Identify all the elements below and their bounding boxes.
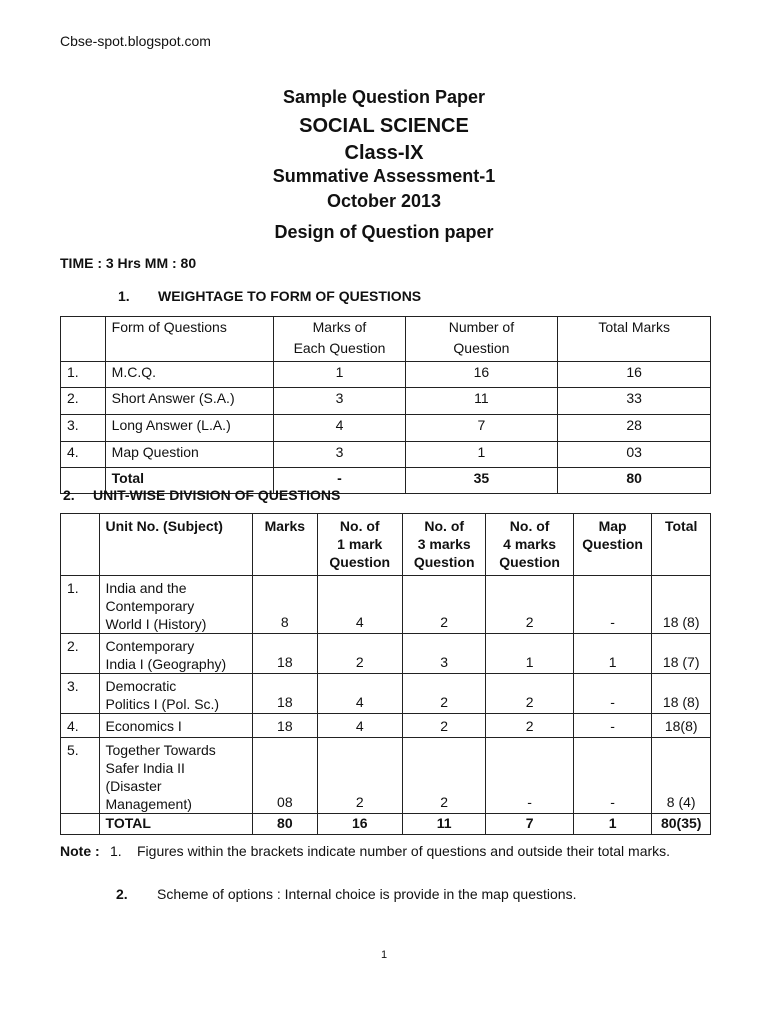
note-label: Note : — [60, 843, 100, 859]
cell: 1. — [61, 576, 100, 634]
cell: 3. — [61, 415, 106, 442]
cell: 2. — [61, 388, 106, 415]
design-title: Design of Question paper — [274, 222, 494, 242]
site-url: Cbse-spot.blogspot.com — [60, 33, 211, 49]
cell — [99, 714, 253, 738]
date-title: October 2013 — [326, 191, 442, 211]
cell: 18 (8) — [652, 674, 711, 714]
cell: 2 — [402, 714, 485, 738]
cell: 2 — [317, 634, 402, 674]
cell: 2 — [317, 738, 402, 814]
cell: 4 — [317, 576, 402, 634]
cell: 18 (7) — [652, 634, 711, 674]
section1-title: WEIGHTAGE TO FORM OF QUESTIONS — [158, 288, 422, 304]
cell: 1 — [405, 442, 558, 468]
assessment-title: Summative Assessment-1 — [272, 166, 496, 186]
unit-text: India I (Geography) — [105, 656, 227, 672]
header-cell: Marks — [253, 514, 317, 576]
cell: 11 — [405, 388, 558, 415]
header-cell: Unit No. (Subject) — [99, 514, 253, 576]
cell: 3 — [274, 388, 405, 415]
cell: 2 — [402, 738, 485, 814]
class-title: Class-IX — [344, 142, 424, 164]
cell: 5. — [61, 738, 100, 814]
cell: 3 — [402, 634, 485, 674]
unit-text: Economics I — [105, 718, 182, 734]
cell: 11 — [402, 814, 485, 835]
subject-title: SOCIAL SCIENCE — [299, 115, 469, 137]
header-text: 1 mark — [337, 536, 383, 552]
cell: 2 — [486, 576, 573, 634]
cell — [61, 814, 100, 835]
unit-text: (Disaster — [105, 778, 162, 794]
cell: 7 — [486, 814, 573, 835]
note2-number: 2. — [116, 886, 128, 902]
cell: 1 — [274, 362, 405, 388]
section2-title: UNIT-WISE DIVISION OF QUESTIONS — [93, 487, 341, 503]
paper-title: Sample Question Paper — [282, 87, 486, 107]
header-cell — [61, 514, 100, 576]
cell: 7 — [405, 415, 558, 442]
section1-number: 1. — [118, 288, 130, 304]
header-cell — [486, 514, 573, 576]
unit-text: Safer India II — [105, 760, 185, 776]
header-cell — [317, 514, 402, 576]
table-row — [61, 362, 711, 388]
header-cell — [573, 514, 652, 576]
cell: 2 — [402, 674, 485, 714]
section2-number: 2. — [63, 487, 75, 503]
cell: 80(35) — [652, 814, 711, 835]
table-row — [61, 674, 711, 714]
cell: 1. — [61, 362, 106, 388]
cell: Map Question — [105, 442, 274, 468]
cell: 1 — [486, 634, 573, 674]
table-row — [61, 576, 711, 634]
cell: 28 — [558, 415, 711, 442]
cell: 08 — [253, 738, 317, 814]
cell: Long Answer (L.A.) — [105, 415, 274, 442]
time-marks: TIME : 3 Hrs MM : 80 — [60, 255, 197, 271]
table-row — [61, 714, 711, 738]
cell: 4 — [274, 415, 405, 442]
cell: 1 — [573, 814, 652, 835]
cell: 35 — [405, 468, 558, 494]
cell: - — [486, 738, 573, 814]
cell: 1 — [573, 634, 652, 674]
cell: 18 — [253, 714, 317, 738]
header-text: Question — [499, 554, 560, 570]
cell: 2 — [486, 674, 573, 714]
cell: 2 — [486, 714, 573, 738]
cell: Short Answer (S.A.) — [105, 388, 274, 415]
cell: 4. — [61, 714, 100, 738]
cell: - — [573, 714, 652, 738]
cell: 16 — [405, 362, 558, 388]
header-text: Question — [329, 554, 391, 570]
unit-text: Together Towards — [105, 742, 216, 758]
cell: 8 — [253, 576, 317, 634]
header-text: Question — [453, 340, 510, 356]
cell: 8 (4) — [652, 738, 711, 814]
header-text: 4 marks — [503, 536, 557, 552]
table-row — [61, 388, 711, 415]
table-header-row — [61, 317, 711, 362]
header-text: Question — [582, 536, 643, 552]
cell: 03 — [558, 442, 711, 468]
page-number: 1 — [380, 949, 388, 961]
cell: 4. — [61, 442, 106, 468]
cell — [99, 738, 253, 814]
note1-number: 1. — [110, 843, 122, 859]
unit-text: World I (History) — [105, 616, 207, 632]
cell: - — [573, 674, 652, 714]
table-row — [61, 634, 711, 674]
header-cell: Total — [652, 514, 711, 576]
header-text: No. of — [509, 518, 550, 534]
cell: M.C.Q. — [105, 362, 274, 388]
cell — [99, 576, 253, 634]
unit-text: India and the — [105, 580, 187, 596]
cell: Total — [105, 468, 274, 494]
cell: 18 — [253, 634, 317, 674]
cell: 2 — [402, 576, 485, 634]
header-text: Question — [413, 554, 475, 570]
header-cell — [274, 317, 405, 362]
unit-text: Politics I (Pol. Sc.) — [105, 696, 220, 712]
table-row — [61, 442, 711, 468]
cell: 18 — [253, 674, 317, 714]
header-cell — [61, 317, 106, 362]
unit-text: Democratic — [105, 678, 177, 694]
unit-text: Contemporary — [105, 638, 195, 654]
cell: 80 — [253, 814, 317, 835]
header-cell: Form of Questions — [105, 317, 274, 362]
header-cell — [405, 317, 558, 362]
table-row — [61, 738, 711, 814]
cell: 4 — [317, 714, 402, 738]
unit-text: Management) — [105, 796, 192, 812]
header-text: No. of — [424, 518, 465, 534]
note1-text: Figures within the brackets indicate number of questions and outside their total marks. — [137, 843, 671, 859]
header-cell: Total Marks — [558, 317, 711, 362]
table-row — [61, 415, 711, 442]
header-text: No. of — [339, 518, 380, 534]
cell: 18 (8) — [652, 576, 711, 634]
note2-text: Scheme of options : Internal choice is provide in the map questions. — [157, 886, 577, 902]
header-text: Each Question — [293, 340, 386, 356]
cell: - — [274, 468, 405, 494]
cell: 18(8) — [652, 714, 711, 738]
header-text: Marks of — [312, 319, 367, 335]
cell: - — [573, 576, 652, 634]
cell: 3. — [61, 674, 100, 714]
cell: 2. — [61, 634, 100, 674]
header-cell — [402, 514, 485, 576]
table-header-row — [61, 514, 711, 576]
header-text: Map — [598, 518, 627, 534]
cell: TOTAL — [99, 814, 253, 835]
header-text: Number of — [448, 319, 515, 335]
weightage-table — [60, 316, 711, 494]
table-total-row — [61, 814, 711, 835]
cell: 4 — [317, 674, 402, 714]
cell — [99, 634, 253, 674]
cell: 3 — [274, 442, 405, 468]
cell: 16 — [558, 362, 711, 388]
cell: 80 — [558, 468, 711, 494]
header-text: 3 marks — [417, 536, 471, 552]
unit-wise-table — [60, 513, 711, 835]
unit-text: Contemporary — [105, 598, 195, 614]
cell — [99, 674, 253, 714]
cell: 33 — [558, 388, 711, 415]
cell: 16 — [317, 814, 402, 835]
cell: - — [573, 738, 652, 814]
